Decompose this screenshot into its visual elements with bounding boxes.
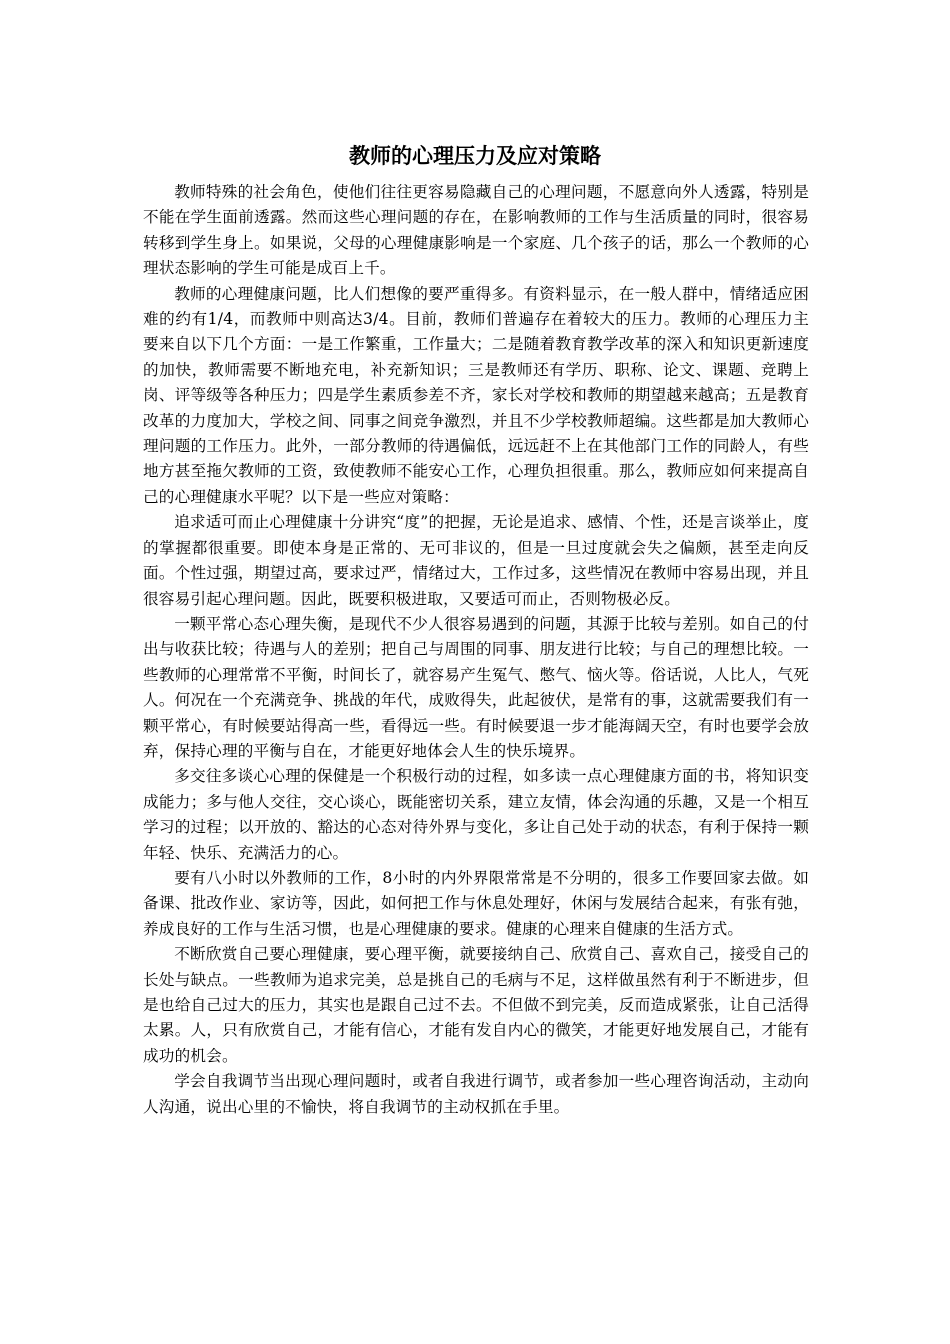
paragraph-1: 教师特殊的社会角色，使他们往往更容易隐藏自己的心理问题，不愿意向外人透露，特别是不能在学生面前透露。然而这些心理问题的存在，在影响教师的工作与生活质量的同时，很容易转移到学生身上。如果说，父母的心理健康影响是一个家庭、几个孩子的话，那么一个教师的心理状态影响的学生可能是成百上千。 <box>143 183 809 278</box>
paragraph-4: 一颗平常心态心理失衡，是现代不少人很容易遇到的问题，其源于比较与差别。如自己的付出与收获比较；待遇与人的差别；把自己与周围的同事、朋友进行比较；与自己的理想比较。一些教师的心理常常不平衡，时间长了，就容易产生冤气、憋气、恼火等。俗话说，人比人，气死人。何况在一个充满竞争、挑战的年代，成败得失，此起彼伏，是常有的事，这就需要我们有一颗平常心，有时候要站得高一些，看得远一些。有时候要退一步才能海阔天空，有时也要学会放弃，保持心理的平衡与自在，才能更好地体会人生的快乐境界。 <box>143 614 809 760</box>
document-body <box>143 180 809 1120</box>
paragraph-8: 学会自我调节当出现心理问题时，或者自我进行调节，或者参加一些心理咨询活动，主动向人沟通，说出心里的不愉快，将自我调节的主动权抓在手里。 <box>143 1072 809 1116</box>
paragraph-3: 追求适可而止心理健康十分讲究“度”的把握，无论是追求、感情、个性，还是言谈举止，度的掌握都很重要。即使本身是正常的、无可非议的，但是一旦过度就会失之偏颇，甚至走向反面。个性过强，期望过高，要求过严，情绪过大，工作过多，这些情况在教师中容易出现，并且很容易引起心理问题。因此，既要积极进取，又要适可而止，否则物极必反。 <box>143 513 809 608</box>
paragraph-7: 不断欣赏自己要心理健康，要心理平衡，就要接纳自己、欣赏自己、喜欢自己，接受自己的长处与缺点。一些教师为追求完美，总是挑自己的毛病与不足，这样做虽然有利于不断进步，但是也给自己过大的压力，其实也是跟自己过不去。不但做不到完美，反而造成紧张，让自己活得太累。人，只有欣赏自己，才能有信心，才能有发自内心的微笑，才能更好地发展自己，才能有成功的机会。 <box>143 945 809 1065</box>
document-title: 教师的心理压力及应对策略 <box>349 144 601 168</box>
paragraph-2: 教师的心理健康问题，比人们想像的要严重得多。有资料显示，在一般人群中，情绪适应困难的约有1/4，而教师中则高达3/4。目前，教师们普遍存在着较大的压力。教师的心理压力主要来自以下几个方面：一是工作繁重，工作量大；二是随着教育教学改革的深入和知识更新速度的加快，教师需要不断地充电，补充新知识；三是教师还有学历、职称、论文、课题、竞聘上岗、评等级等各种压力；四是学生素质参差不齐，家长对学校和教师的期望越来越高；五是教育改革的力度加大，学校之间、同事之间竞争激烈，并且不少学校教师超编。这些都是加大教师心理问题的工作压力。此外，一部分教师的待遇偏低，远远赶不上在其他部门工作的同龄人，有些地方甚至拖欠教师的工资，致使教师不能安心工作，心理负担很重。那么，教师应如何来提高自己的心理健康水平呢？以下是一些应对策略： <box>143 284 809 506</box>
paragraph-5: 多交往多谈心心理的保健是一个积极行动的过程，如多读一点心理健康方面的书，将知识变成能力；多与他人交往，交心谈心，既能密切关系，建立友情，体会沟通的乐趣，又是一个相互学习的过程；以开放的、豁达的心态对待外界与变化，多让自己处于动的状态，有利于保持一颗年轻、快乐、充满活力的心。 <box>143 767 809 862</box>
paragraph-6: 要有八小时以外教师的工作，8小时的内外界限常常是不分明的，很多工作要回家去做。如备课、批改作业、家访等，因此，如何把工作与休息处理好，休闲与发展结合起来，有张有弛，养成良好的工作与生活习惯，也是心理健康的要求。健康的心理来自健康的生活方式。 <box>143 868 809 938</box>
